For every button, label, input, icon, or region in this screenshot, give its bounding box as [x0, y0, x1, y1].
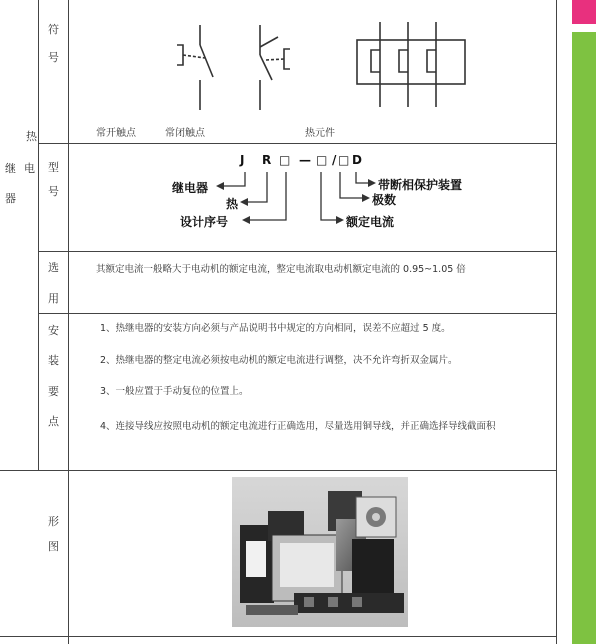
- model-code-char: R: [262, 153, 272, 167]
- component-char: 电: [24, 162, 35, 175]
- label-rated-current: 额定电流: [346, 215, 395, 229]
- label-no-contact: 常开触点: [96, 128, 136, 139]
- row-header-selection: 用: [48, 292, 59, 305]
- row-header-install: 点: [48, 415, 59, 428]
- model-code-char: □: [338, 153, 350, 167]
- row-header-shape: 图: [48, 540, 59, 553]
- label-poles: 极数: [372, 193, 397, 207]
- label-design-no: 设计序号: [180, 215, 229, 229]
- label-relay: 继电器: [172, 181, 209, 195]
- model-code-char: J: [240, 153, 245, 167]
- label-phase-failure: 带断相保护装置: [378, 178, 463, 192]
- row-header-symbol: 符: [48, 23, 59, 36]
- row-header-model: 型: [48, 161, 59, 174]
- install-point-3: 3、一般应置于手动复位的位置上。: [100, 386, 249, 397]
- model-code-char: /: [332, 153, 337, 167]
- thermal-relay-photo: [232, 477, 408, 627]
- selection-text: 其额定电流一般略大于电动机的额定电流，整定电流取电动机额定电流的 0.95~1.05 倍: [96, 264, 466, 275]
- install-point-2: 2、热继电器的整定电流必须按电动机的额定电流进行调整，决不允许弯折双金属片。: [100, 355, 458, 366]
- model-code-char: —: [299, 153, 311, 167]
- row-header-selection: 选: [48, 261, 59, 274]
- label-heat: 热: [226, 197, 239, 211]
- row-header-install: 安: [48, 324, 59, 337]
- install-point-1: 1、热继电器的安装方向必须与产品说明书中规定的方向相同，误差不应超过 5 度。: [100, 323, 451, 334]
- row-header-symbol: 号: [48, 51, 59, 64]
- install-point-4: 4、连接导线应按照电动机的额定电流进行正确选用，尽量选用铜导线，并正确选择导线截面积: [100, 421, 496, 432]
- label-nc-contact: 常闭触点: [165, 128, 205, 139]
- label-heating-element: 热元件: [305, 128, 335, 139]
- component-char: 继: [5, 162, 16, 175]
- row-header-install: 装: [48, 354, 59, 367]
- model-code-char: D: [352, 153, 362, 167]
- model-code-char: □: [279, 153, 291, 167]
- component-char: 器: [5, 192, 16, 205]
- row-header-model: 号: [48, 185, 59, 198]
- row-header-install: 要: [48, 385, 59, 398]
- model-code-char: □: [316, 153, 328, 167]
- component-char: 热: [26, 130, 37, 143]
- row-header-shape: 形: [48, 515, 59, 528]
